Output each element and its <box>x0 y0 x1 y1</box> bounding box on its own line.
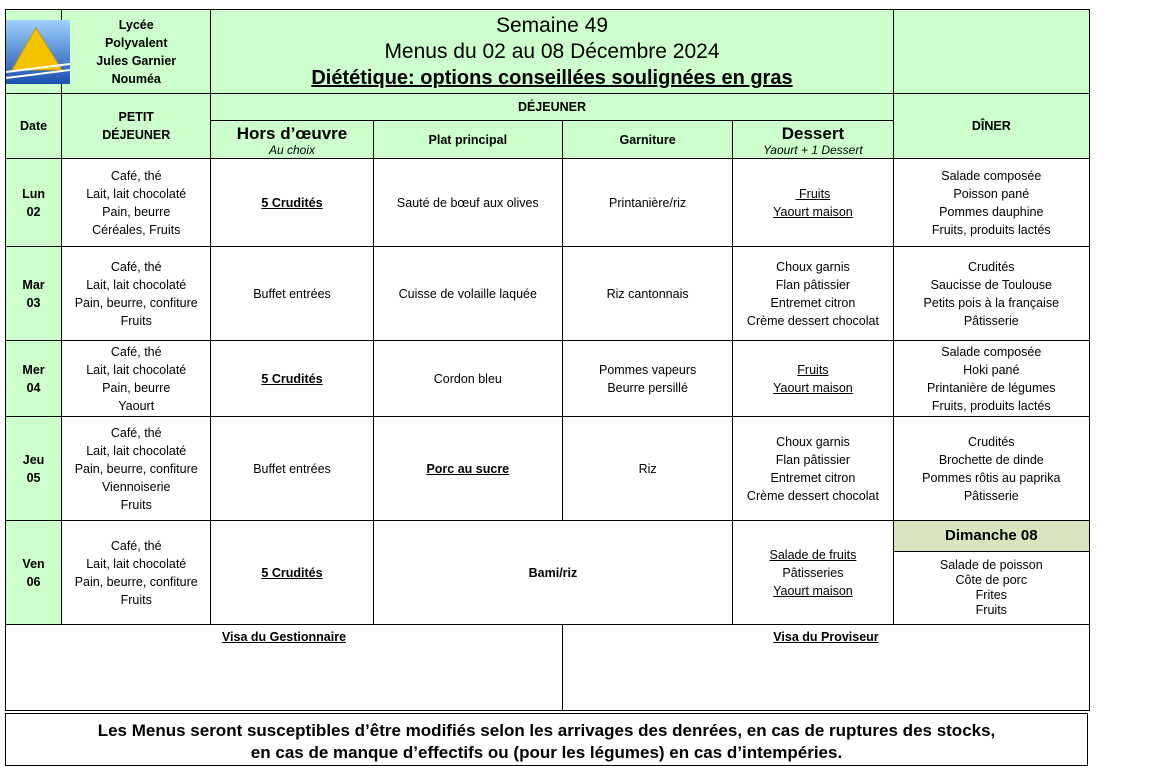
hors-oeuvre-cell: Buffet entrées <box>211 417 373 521</box>
date-range: Menus du 02 au 08 Décembre 2024 <box>384 39 720 63</box>
visa-gestionnaire: Visa du Gestionnaire <box>6 625 563 711</box>
menu-table <box>5 9 1090 711</box>
petit-dejeuner-cell: Café, thé Lait, lait chocolaté Pain, beurre Yaourt <box>62 341 211 417</box>
diner-cell: Salade composée Hoki pané Printanière de légumes Fruits, produits lactés <box>893 341 1089 417</box>
day-label: Mer 04 <box>6 341 62 417</box>
petit-dejeuner-header: PETIT DÉJEUNER <box>62 94 211 159</box>
garniture-cell: Pommes vapeurs Beurre persillé <box>562 341 732 417</box>
table-row <box>6 159 1090 247</box>
hors-oeuvre-cell: 5 Crudités <box>211 159 373 247</box>
plat-principal-header: Plat principal <box>373 121 562 159</box>
petit-dejeuner-cell: Café, thé Lait, lait chocolaté Pain, beurre, confiture Viennoiserie Fruits <box>62 417 211 521</box>
diner-cell: Crudités Brochette de dinde Pommes rôtis au paprika Pâtisserie <box>893 417 1089 521</box>
day-label: Mar 03 <box>6 247 62 341</box>
school-name: Lycée Polyvalent Jules Garnier Nouméa <box>62 10 211 94</box>
visa-proviseur: Visa du Proviseur <box>562 625 1089 711</box>
dessert-cell: Fruits Yaourt maison <box>733 159 893 247</box>
hors-oeuvre-cell: 5 Crudités <box>211 341 373 417</box>
diner-header: DÎNER <box>893 94 1089 159</box>
plat-cell: Porc au sucre <box>373 417 562 521</box>
plat-garniture-cell: Bami/riz <box>373 521 733 625</box>
dessert-cell: Fruits Yaourt maison <box>733 341 893 417</box>
table-row <box>6 341 1090 417</box>
hors-oeuvre-header: Hors d’œuvre Au choix <box>211 121 373 159</box>
logo-cell <box>6 10 62 94</box>
disclaimer-notice: Les Menus seront susceptibles d’être modifiés selon les arrivages des denrées, en cas de ruptures des stocks, en cas de manque d’effectifs ou (pour les légumes) en cas d’intempéries. <box>5 713 1088 766</box>
diner-cell: Salade composée Poisson pané Pommes dauphine Fruits, produits lactés <box>893 159 1089 247</box>
dessert-cell: Choux garnis Flan pâtissier Entremet citron Crème dessert chocolat <box>733 417 893 521</box>
day-label: Lun 02 <box>6 159 62 247</box>
title-right-cell <box>893 10 1089 94</box>
diet-note: Diététique: options conseillées soulignées en gras <box>311 66 793 89</box>
table-row <box>6 521 1090 552</box>
garniture-cell: Printanière/riz <box>562 159 732 247</box>
plat-cell: Cuisse de volaille laquée <box>373 247 562 341</box>
page-title <box>211 10 893 94</box>
day-label: Jeu 05 <box>6 417 62 521</box>
dimanche-label: Dimanche 08 <box>893 521 1089 552</box>
garniture-header: Garniture <box>562 121 732 159</box>
dessert-header: Dessert Yaourt + 1 Dessert <box>733 121 893 159</box>
dimanche-menu-cell: Salade de poisson Côte de porc Frites Fruits <box>893 552 1089 625</box>
plat-cell: Sauté de bœuf aux olives <box>373 159 562 247</box>
hors-oeuvre-cell: 5 Crudités <box>211 521 373 625</box>
day-label: Ven 06 <box>6 521 62 625</box>
diner-cell: Crudités Saucisse de Toulouse Petits pois à la française Pâtisserie <box>893 247 1089 341</box>
dejeuner-header: DÉJEUNER <box>211 94 893 121</box>
week-title: Semaine 49 <box>495 13 609 37</box>
dessert-cell: Salade de fruits Pâtisseries Yaourt maison <box>733 521 893 625</box>
table-row <box>6 247 1090 341</box>
table-row <box>6 417 1090 521</box>
plat-cell: Cordon bleu <box>373 341 562 417</box>
date-header: Date <box>6 94 62 159</box>
garniture-cell: Riz cantonnais <box>562 247 732 341</box>
hors-oeuvre-cell: Buffet entrées <box>211 247 373 341</box>
school-logo-icon <box>6 20 70 84</box>
garniture-cell: Riz <box>562 417 732 521</box>
petit-dejeuner-cell: Café, thé Lait, lait chocolaté Pain, beurre Céréales, Fruits <box>62 159 211 247</box>
dessert-cell: Choux garnis Flan pâtissier Entremet citron Crème dessert chocolat <box>733 247 893 341</box>
petit-dejeuner-cell: Café, thé Lait, lait chocolaté Pain, beurre, confiture Fruits <box>62 521 211 625</box>
petit-dejeuner-cell: Café, thé Lait, lait chocolaté Pain, beurre, confiture Fruits <box>62 247 211 341</box>
